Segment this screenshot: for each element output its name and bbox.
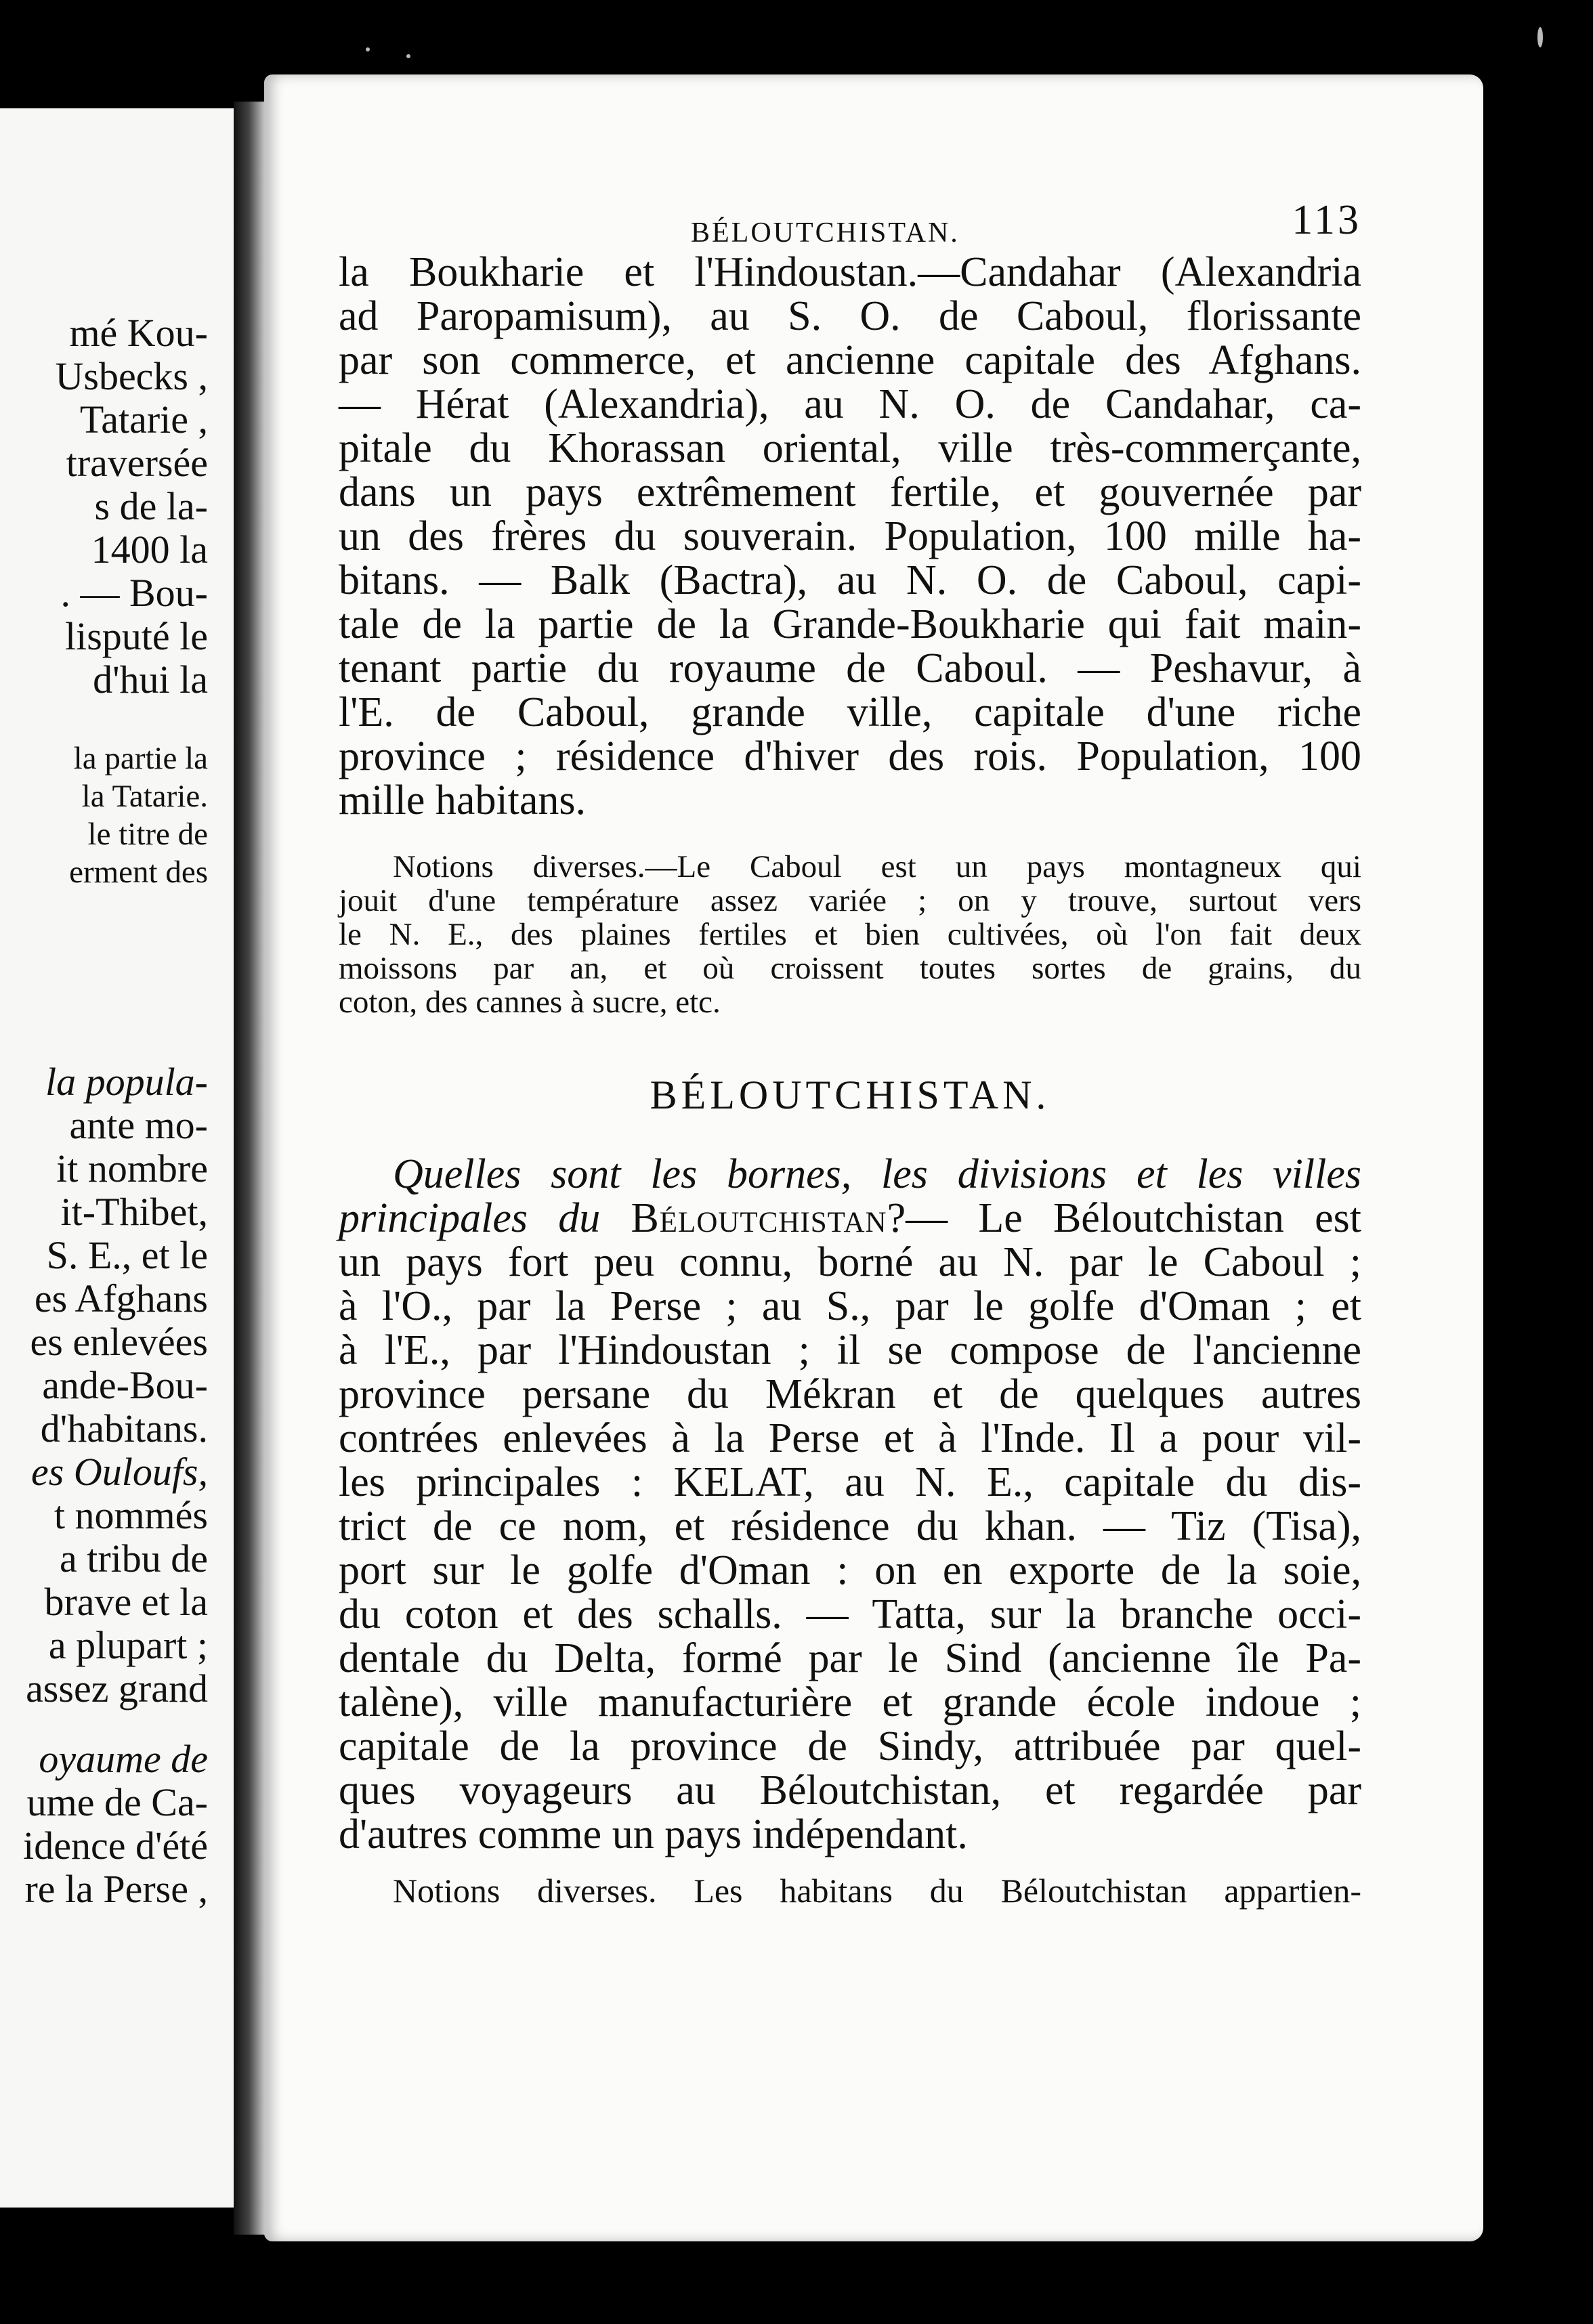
left-line: lisputé le bbox=[64, 614, 208, 658]
left-line: assez grand bbox=[26, 1666, 208, 1710]
left-line: d'habitans. bbox=[40, 1406, 208, 1450]
book-gutter bbox=[234, 102, 268, 2235]
left-line: t nommés bbox=[54, 1493, 208, 1537]
page-number: 113 bbox=[1292, 197, 1361, 243]
scan-speck bbox=[1537, 27, 1543, 47]
left-line: es Ouloufs, bbox=[31, 1450, 208, 1494]
text-line: bitans. — Balk (Bactra), au N. O. de Caboul, capi- bbox=[339, 557, 1361, 603]
note-line: moissons par an, et où croissent toutes sortes de grains, du bbox=[339, 951, 1361, 986]
section-heading: BÉLOUTCHISTAN. bbox=[650, 1073, 1050, 1117]
left-line: ande-Bou- bbox=[42, 1363, 208, 1407]
left-line: oyaume de bbox=[39, 1737, 208, 1781]
text-line: talène), ville manufacturière et grande école indoue ; bbox=[339, 1679, 1361, 1725]
notions-diverses-caboul bbox=[339, 850, 1361, 1019]
text-line: province ; résidence d'hiver des rois. Population, 100 bbox=[339, 733, 1361, 779]
scan-speck bbox=[406, 54, 410, 58]
text-line: contrées enlevées à la Perse et à l'Inde. Il a pour vil- bbox=[339, 1415, 1361, 1461]
left-line: d'hui la bbox=[93, 658, 208, 702]
left-line: la popula- bbox=[45, 1060, 208, 1104]
left-line: le titre de bbox=[87, 817, 208, 852]
note-line: Notions diverses.—Le Caboul est un pays montagneux qui bbox=[393, 849, 1361, 884]
left-line: erment des bbox=[69, 855, 208, 890]
text-line: les principales : KELAT, au N. E., capitale du dis- bbox=[339, 1459, 1361, 1505]
left-line: Usbecks , bbox=[55, 354, 208, 398]
left-line: la Tatarie. bbox=[81, 779, 208, 814]
text-line: un pays fort peu connu, borné au N. par le Caboul ; bbox=[339, 1239, 1361, 1285]
left-line: brave et la bbox=[44, 1580, 208, 1624]
text-line: un des frères du souverain. Population, 100 mille ha- bbox=[339, 513, 1361, 559]
text-line: par son commerce, et ancienne capitale des Afghans. bbox=[339, 337, 1361, 383]
left-line: a plupart ; bbox=[48, 1623, 208, 1667]
text-line: pitale du Khorassan oriental, ville très-commerçante, bbox=[339, 425, 1361, 471]
text-line: province persane du Mékran et de quelques autres bbox=[339, 1371, 1361, 1417]
left-page-text bbox=[0, 311, 208, 1911]
left-line: . — Bou- bbox=[60, 571, 208, 615]
left-line: a tribu de bbox=[59, 1536, 208, 1580]
note-line: le N. E., des plaines fertiles et bien cultivées, où l'on fait deux bbox=[339, 917, 1361, 952]
left-line: ume de Ca- bbox=[26, 1780, 208, 1824]
left-line: S. E., et le bbox=[46, 1233, 208, 1277]
left-line: 1400 la bbox=[91, 528, 208, 572]
text-line: capitale de la province de Sindy, attribuée par quel- bbox=[339, 1723, 1361, 1769]
page-content bbox=[339, 196, 1361, 1910]
text-line: l'E. de Caboul, grande ville, capitale d'une riche bbox=[339, 689, 1361, 735]
left-line: la partie la bbox=[73, 741, 208, 776]
text-line: trict de ce nom, et résidence du khan. — Tiz (Tisa), bbox=[339, 1503, 1361, 1549]
text-line: port sur le golfe d'Oman : on en exporte de la soie, bbox=[339, 1547, 1361, 1593]
question-answer-start: ?— Le Béloutchistan est bbox=[887, 1195, 1361, 1241]
left-line: it nombre bbox=[56, 1146, 208, 1190]
left-line: re la Perse , bbox=[24, 1867, 208, 1911]
paragraph-caboul-cities bbox=[339, 251, 1361, 823]
left-line: s de la- bbox=[94, 484, 208, 528]
text-line: dentale du Delta, formé par le Sind (ancienne île Pa- bbox=[339, 1635, 1361, 1681]
text-line: ad Paropamisum), au S. O. de Caboul, florissante bbox=[339, 293, 1361, 339]
left-line: Tatarie , bbox=[79, 397, 208, 442]
paragraph-beloutchistan bbox=[339, 1153, 1361, 1857]
question-line bbox=[339, 1197, 1361, 1241]
text-line: à l'E., par l'Hindoustan ; il se compose de l'ancienne bbox=[339, 1327, 1361, 1373]
text-line: tenant partie du royaume de Caboul. — Peshavur, à bbox=[339, 645, 1361, 691]
left-line: idence d'été bbox=[23, 1824, 208, 1868]
question-italic: Quelles sont les bornes, les divisions et les villes bbox=[393, 1151, 1361, 1197]
text-line: la Boukharie et l'Hindoustan.—Candahar (Alexandria bbox=[339, 249, 1361, 295]
text-line: à l'O., par la Perse ; au S., par le golfe d'Oman ; et bbox=[339, 1283, 1361, 1329]
left-line: es enlevées bbox=[30, 1320, 208, 1364]
text-line: d'autres comme un pays indépendant. bbox=[339, 1811, 968, 1857]
question-italic: principales du bbox=[339, 1195, 601, 1241]
text-line: — Hérat (Alexandria), au N. O. de Candahar, ca- bbox=[339, 381, 1361, 427]
text-line: mille habitans. bbox=[339, 777, 587, 823]
text-line: dans un pays extrêmement fertile, et gouvernée par bbox=[339, 469, 1361, 515]
left-line: es Afghans bbox=[34, 1276, 208, 1320]
text-line: ques voyageurs au Béloutchistan, et regardée par bbox=[339, 1767, 1361, 1813]
running-head-title: BÉLOUTCHISTAN. bbox=[691, 217, 960, 249]
left-line: it-Thibet, bbox=[60, 1190, 208, 1234]
question-smallcaps: Béloutchistan bbox=[631, 1195, 887, 1241]
question-line bbox=[339, 1153, 1361, 1197]
text-line: du coton et des schalls. — Tatta, sur la branche occi- bbox=[339, 1591, 1361, 1637]
left-line: ante mo- bbox=[69, 1103, 208, 1147]
notions-diverses-beloutchistan: Notions diverses. Les habitans du Béloutchistan appartien- bbox=[393, 1872, 1361, 1910]
text-line: tale de la partie de la Grande-Boukharie qui fait main- bbox=[339, 601, 1361, 647]
right-page bbox=[264, 74, 1483, 2241]
running-header bbox=[339, 196, 1361, 251]
note-line: coton, des cannes à sucre, etc. bbox=[339, 985, 721, 1020]
left-page-fragment bbox=[0, 108, 236, 2208]
left-line: traversée bbox=[66, 441, 208, 485]
scan-speck bbox=[366, 47, 370, 51]
note-line: jouit d'une température assez variée ; on y trouve, surtout vers bbox=[339, 883, 1361, 918]
left-line: mé Kou- bbox=[69, 311, 208, 355]
